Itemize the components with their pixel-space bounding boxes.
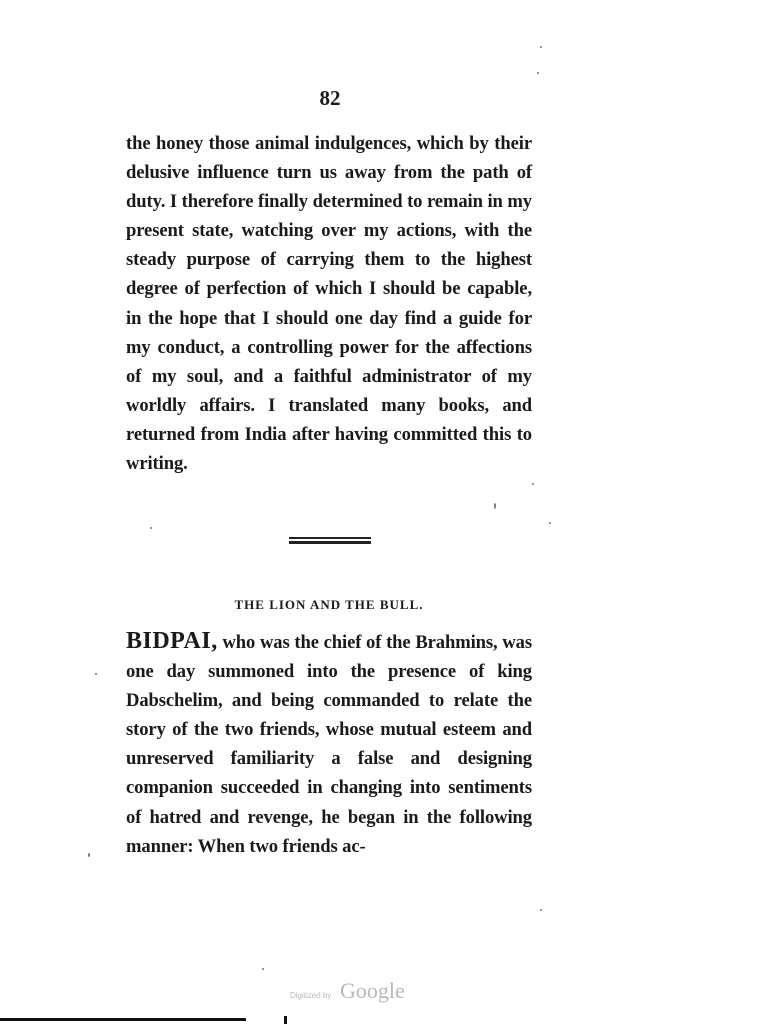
paragraph-2-lead-word: BIDPAI,: [126, 628, 218, 654]
scan-speck: [540, 46, 542, 48]
paragraph-2-text: who was the chief of the Brahmins, was one day summoned into the presence of king Dabschelim, and being commanded to relate the story of the two friends, whose mutual esteem and unreserved familiarity a false and designing companion succeeded in changing into sentiments of hatred and revenge, he began in the following manner: When two friends ac-: [126, 632, 532, 857]
scan-speck: [95, 673, 97, 675]
scan-speck: [540, 909, 542, 911]
scan-speck: [549, 522, 551, 524]
section-heading: THE LION AND THE BULL.: [234, 597, 424, 612]
scan-edge-bar: [0, 1018, 246, 1021]
scan-edge-tick: [284, 1016, 287, 1024]
scan-speck: [494, 503, 496, 509]
scan-speck: [532, 483, 534, 485]
paragraph-2: [126, 627, 532, 861]
divider-line-thick: [289, 541, 371, 544]
divider-line-thin: [289, 537, 371, 539]
watermark-prefix: Digitized by: [290, 991, 332, 1000]
scan-speck: [262, 968, 264, 970]
watermark-brand: Google: [340, 978, 405, 1003]
section-divider-rule: [289, 537, 371, 545]
paragraph-1: the honey those animal indulgences, which by their delusive influence turn us away from the path of duty. I therefore finally determined to remain in my present state, watching over my actions, with the steady purpose of carrying them to the highest degree of perfection of which I should be capable, in the hope that I should one day find a guide for my conduct, a controlling power for the affections of my soul, and a faithful administrator of my worldly affairs. I translated many books, and returned from India after having committed this to writing.: [126, 133, 532, 475]
scan-speck: [537, 72, 539, 74]
page-number: 82: [319, 86, 341, 110]
google-watermark: [290, 978, 430, 1008]
scan-speck: [88, 853, 90, 857]
scan-speck: [150, 527, 152, 529]
